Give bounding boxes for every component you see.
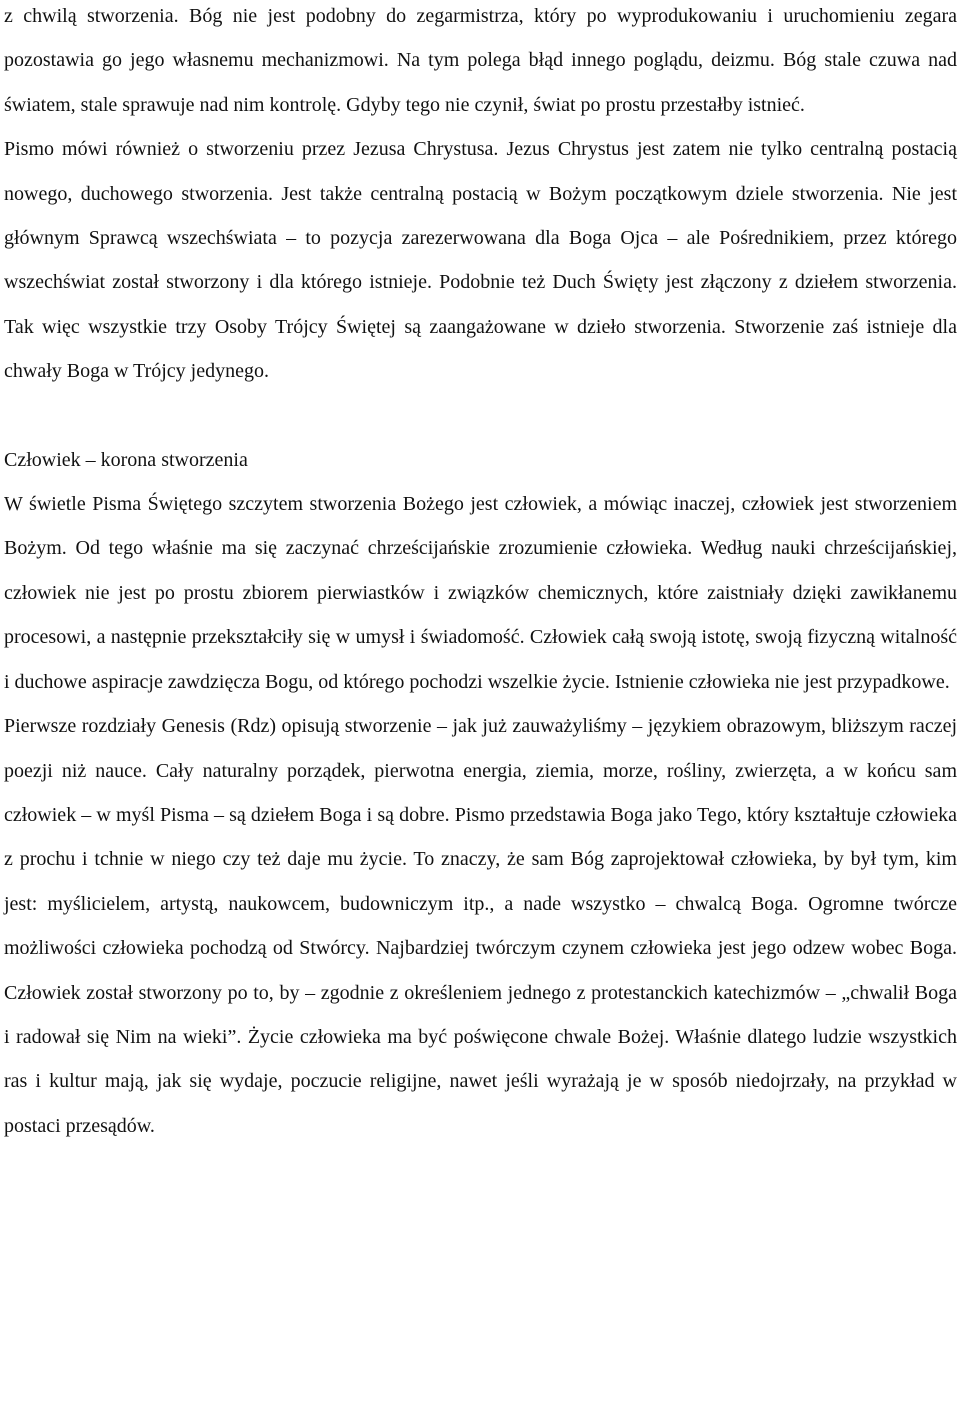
paragraph-christ-in-creation: Pismo mówi również o stworzeniu przez Jezusa Chrystusa. Jezus Chrystus jest zatem nie tylko centralną postacią nowego, duchowego stworzenia. Jest także centralną postacią w Bożym początkowym dziele stworzenia. Nie jest głównym Sprawcą wszechświata – to pozycja zarezerwowana dla Boga Ojca – ale Pośrednikiem, przez którego wszechświat został stworzony i dla którego istnieje. Podobnie też Duch Święty jest złączony z dziełem stworzenia. Tak więc wszystkie trzy Osoby Trójcy Świętej są zaangażowane w dzieło stworzenia. Stworzenie zaś istnieje dla chwały Boga w Trójcy jedynego. [4, 138, 957, 383]
paragraph-god-sustains-creation: z chwilą stworzenia. Bóg nie jest podobny do zegarmistrza, który po wyprodukowaniu i uruchomieniu zegara pozostawia go jego własnemu mechanizmowi. Na tym polega błąd innego poglądu, deizmu. Bóg stale czuwa nad światem, stale sprawuje nad nim kontrolę. Gdyby tego nie czynił, świat po prostu przestałby istnieć. [4, 5, 957, 116]
section-spacer [4, 394, 957, 438]
section-heading: Człowiek – korona stworzenia [4, 448, 248, 471]
document-page [4, 0, 957, 1148]
paragraph-genesis-chapters: Pierwsze rozdziały Genesis (Rdz) opisują stworzenie – jak już zauważyliśmy – językiem obrazowym, bliższym raczej poezji niż nauce. Cały naturalny porządek, pierwotna energia, ziemia, morze, rośliny, zwierzęta, a w końcu sam człowiek – w myśl Pisma – są dziełem Boga i są dobre. Pismo przedstawia Boga jako Tego, który kształtuje człowieka z prochu i tchnie w niego czy też daje mu życie. To znaczy, że sam Bóg zaprojektował człowieka, by był tym, kim jest: myślicielem, artystą, naukowcem, budowniczym itp., a nade wszystko – chwalcą Boga. Ogromne twórcze możliwości człowieka pochodzą od Stwórcy. Najbardziej twórczym czynem człowieka jest jego odzew wobec Boga. Człowiek został stworzony po to, by – zgodnie z określeniem jednego z protestanckich katechizmów – „chwalił Boga i radował się Nim na wieki”. Życie człowieka ma być poświęcone chwale Bożej. Właśnie dlatego ludzie wszystkich ras i kultur mają, jak się wydaje, poczucie religijne, nawet jeśli wyrażają je w sposób niedojrzały, na przykład w postaci przesądów. [4, 715, 957, 1137]
paragraph-human-crown-of-creation: W świetle Pisma Świętego szczytem stworzenia Bożego jest człowiek, a mówiąc inaczej, człowiek jest stworzeniem Bożym. Od tego właśnie ma się zaczynać chrześcijańskie zrozumienie człowieka. Według nauki chrześcijańskiej, człowiek nie jest po prostu zbiorem pierwiastków i związków chemicznych, które zaistniały dzięki zawikłanemu procesowi, a następnie przekształciły się w umysł i świadomość. Człowiek całą swoją istotę, swoją fizyczną witalność i duchowe aspiracje zawdzięcza Bogu, od którego pochodzi wszelkie życie. Istnienie człowieka nie jest przypadkowe. [4, 493, 957, 693]
